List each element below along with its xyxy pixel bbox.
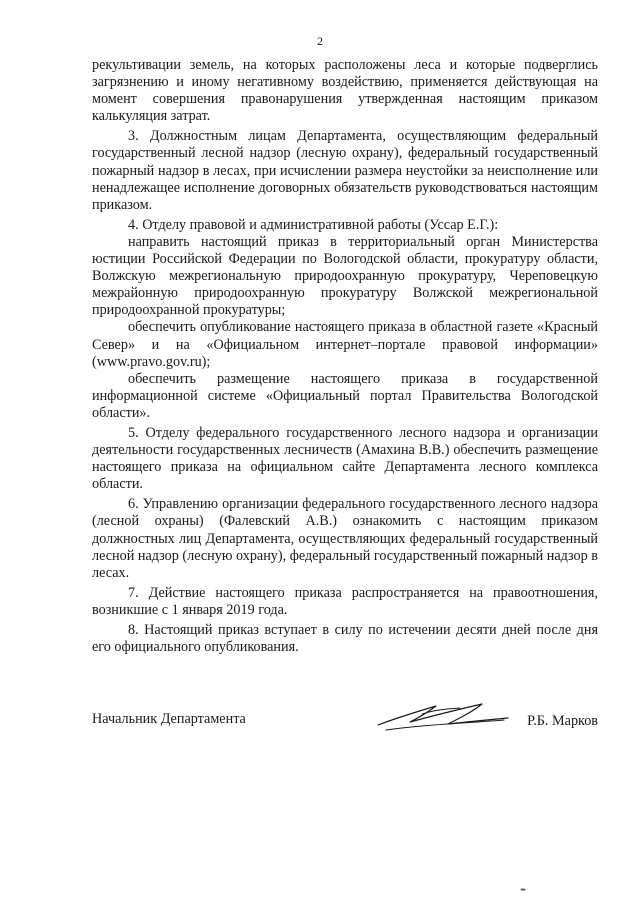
paragraph-item-4-place: обеспечить размещение настоящего приказа в государственной информационной системе «Официальный портал Правительства Вологодской области». <box>92 370 598 421</box>
page-number: 2 <box>317 34 323 48</box>
signatory-name: Р.Б. Марков <box>527 713 598 729</box>
paragraph-item-8: 8. Настоящий приказ вступает в силу по истечении десяти дней после дня его официального опубликования. <box>92 622 598 656</box>
signatory-title: Начальник Департамента <box>92 711 246 727</box>
paragraph-item-5: 5. Отделу федерального государственного лесного надзора и организации деятельности государственных лесничеств (Амахина В.В.) обеспечить размещение настоящего приказа на официальном сайте Департамента лесного комплекса области. <box>92 424 598 493</box>
scan-speck <box>520 888 526 891</box>
signature-block <box>92 700 598 740</box>
paragraph-item-6: 6. Управлению организации федерального государственного лесного надзора (лесной охраны) (Фалевский А.В.) ознакомить с настоящим приказом должностных лиц Департамента, осуществляющих федеральный государственный лесной надзор (лесную охрану), федеральный государственный пожарный надзор в лесах. <box>92 496 598 581</box>
paragraph-item-4-publish: обеспечить опубликование настоящего приказа в областной газете «Красный Север» и на «Официальном интернет–портале правовой информации» (www.pravo.gov.ru); <box>92 319 598 370</box>
paragraph-item-4: 4. Отделу правовой и административной работы (Уссар Е.Г.): <box>128 216 499 233</box>
paragraph-item-7: 7. Действие настоящего приказа распространяется на правоотношения, возникшие с 1 января 2019 года. <box>92 584 598 618</box>
paragraph-item-4-send: направить настоящий приказ в территориальный орган Министерства юстиции Российской Федерации по Вологодской области, прокуратуру области, Волжскую межрегиональную природоохранную прокуратуру, Череповецкую межрайонную природоохранную прокуратуру Волжской межрегиональной природоохранной прокуратуры; <box>92 233 598 319</box>
paragraph-item-3: 3. Должностным лицам Департамента, осуществляющим федеральный государственный лесной надзор (лесную охрану), федеральный государственный пожарный надзор в лесах, при исчислении размера неустойки за неисполнение или ненадлежащее исполнение договорных обязательств руководствоваться настоящим приказом. <box>92 128 598 213</box>
document-body <box>92 57 598 656</box>
paragraph-continuation: рекультивации земель, на которых расположены леса и которые подверглись загрязнению и иному негативному воздействию, применяется действующая на момент совершения правонарушения утвержденная настоящим приказом калькуляция затрат. <box>92 57 598 125</box>
handwritten-signature <box>374 700 514 740</box>
